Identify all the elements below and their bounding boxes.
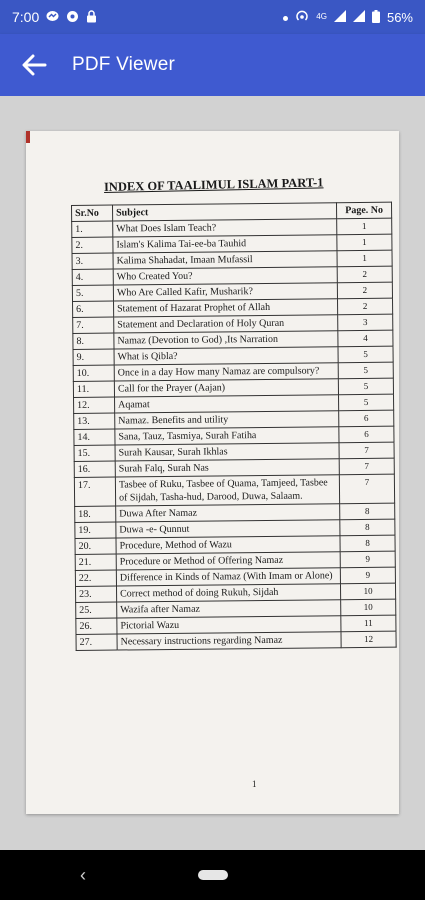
row-page-no: 4	[338, 330, 393, 347]
row-page-no: 8	[340, 519, 395, 536]
row-sr-no: 6.	[73, 301, 114, 317]
row-subject: Correct method of doing Rukuh, Sijdah	[116, 584, 340, 602]
row-subject: Who Are Called Kafir, Musharik?	[113, 283, 337, 301]
row-page-no: 7	[339, 474, 394, 504]
row-page-no: 10	[341, 599, 396, 616]
row-page-no: 2	[337, 298, 392, 315]
row-sr-no: 26.	[76, 618, 117, 634]
row-subject: Tasbee of Ruku, Tasbee of Quama, Tamjeed, Tasbee of Sijdah, Tasha-hud, Darood, Duwa, Salaam.	[115, 475, 339, 506]
network-4g-icon: 4G	[316, 12, 327, 21]
nav-back-icon[interactable]: ‹	[80, 865, 86, 885]
status-time: 7:00	[12, 9, 40, 25]
row-subject: Statement of Hazarat Prophet of Allah	[114, 299, 338, 317]
row-sr-no: 3.	[72, 253, 113, 269]
row-subject: Procedure or Method of Offering Namaz	[116, 552, 340, 570]
row-page-no: 7	[339, 458, 394, 475]
row-subject: Pictorial Wazu	[117, 616, 341, 634]
dot-icon	[283, 11, 288, 23]
row-sr-no: 8.	[73, 333, 114, 349]
document-title: INDEX OF TAALIMUL ISLAM PART-1	[103, 175, 324, 194]
row-page-no: 6	[339, 426, 394, 443]
row-subject: Once in a day How many Namaz are compulsory?	[114, 363, 338, 381]
row-subject: What Does Islam Teach?	[113, 219, 337, 237]
row-sr-no: 25.	[76, 602, 117, 618]
row-sr-no: 9.	[73, 349, 114, 365]
row-subject: What is Qibla?	[114, 347, 338, 365]
hotspot-icon	[295, 10, 309, 24]
row-sr-no: 12.	[74, 397, 115, 413]
row-page-no: 9	[340, 567, 395, 584]
index-table	[71, 202, 397, 651]
row-page-no: 9	[340, 551, 395, 568]
row-subject: Necessary instructions regarding Namaz	[117, 632, 341, 650]
row-page-no: 3	[338, 314, 393, 331]
row-page-no: 1	[337, 234, 392, 251]
battery-percent: 56%	[386, 9, 413, 25]
row-subject: Statement and Declaration of Holy Quran	[114, 315, 338, 333]
row-subject: Sana, Tauz, Tasmiya, Surah Fatiha	[115, 427, 339, 445]
row-sr-no: 1.	[72, 221, 113, 237]
navigation-bar	[0, 850, 425, 900]
header-subject: Subject	[113, 203, 337, 221]
back-button[interactable]	[6, 37, 62, 93]
row-page-no: 12	[341, 631, 396, 648]
row-subject: Duwa After Namaz	[116, 504, 340, 522]
row-page-no: 5	[339, 394, 394, 411]
row-page-no: 1	[337, 250, 392, 267]
row-subject: Who Created You?	[113, 267, 337, 285]
row-page-no: 6	[339, 410, 394, 427]
row-subject: Procedure, Method of Wazu	[116, 536, 340, 554]
row-sr-no: 10.	[73, 365, 114, 381]
row-sr-no: 23.	[75, 586, 116, 602]
header-page-no: Page. No	[336, 202, 391, 219]
row-sr-no: 14.	[74, 429, 115, 445]
signal-icon	[334, 10, 346, 24]
status-right	[283, 10, 413, 25]
row-sr-no: 2.	[72, 237, 113, 253]
lock-icon	[86, 10, 97, 25]
row-sr-no: 17.	[74, 477, 115, 506]
row-page-no: 8	[340, 535, 395, 552]
row-sr-no: 22.	[75, 570, 116, 586]
signal-icon	[353, 10, 365, 24]
home-pill-button[interactable]	[198, 870, 228, 880]
row-sr-no: 27.	[76, 634, 117, 650]
row-subject: Islam's Kalima Tai-ee-ba Tauhid	[113, 235, 337, 253]
row-subject: Namaz. Benefits and utility	[115, 411, 339, 429]
row-page-no: 11	[341, 615, 396, 632]
row-page-no: 2	[337, 266, 392, 283]
row-page-no: 5	[338, 362, 393, 379]
row-page-no: 10	[340, 583, 395, 600]
table-row	[76, 631, 396, 650]
row-sr-no: 21.	[75, 554, 116, 570]
row-subject: Wazifa after Namaz	[117, 600, 341, 618]
app-title: PDF Viewer	[72, 54, 176, 75]
row-sr-no: 18.	[75, 506, 116, 522]
pdf-viewer[interactable]	[0, 96, 425, 850]
row-subject: Namaz (Devotion to God) ,Its Narration	[114, 331, 338, 349]
row-subject: Surah Kausar, Surah Ikhlas	[115, 443, 339, 461]
messenger-icon	[46, 10, 59, 25]
row-subject: Surah Falq, Surah Nas	[115, 459, 339, 477]
row-page-no: 5	[338, 346, 393, 363]
row-page-no: 1	[337, 218, 392, 235]
row-sr-no: 15.	[74, 445, 115, 461]
row-page-no: 8	[340, 503, 395, 520]
row-subject: Kalima Shahadat, Imaan Mufassil	[113, 251, 337, 269]
app-bar	[0, 34, 425, 96]
pdf-page[interactable]	[26, 131, 399, 814]
status-left	[12, 9, 97, 25]
row-sr-no: 4.	[72, 269, 113, 285]
row-page-no: 5	[338, 378, 393, 395]
row-sr-no: 19.	[75, 522, 116, 538]
arrow-back-icon	[21, 54, 47, 76]
row-sr-no: 13.	[74, 413, 115, 429]
row-sr-no: 16.	[74, 461, 115, 477]
table-row	[74, 474, 394, 506]
row-sr-no: 7.	[73, 317, 114, 333]
row-sr-no: 20.	[75, 538, 116, 554]
row-subject: Difference in Kinds of Namaz (With Imam or Alone)	[116, 568, 340, 586]
header-sr-no: Sr.No	[72, 205, 113, 221]
row-subject: Call for the Prayer (Aajan)	[114, 379, 338, 397]
row-subject: Aqamat	[115, 395, 339, 413]
row-sr-no: 5.	[72, 285, 113, 301]
battery-icon	[372, 10, 380, 25]
row-page-no: 7	[339, 442, 394, 459]
settings-icon	[66, 10, 79, 25]
row-page-no: 2	[337, 282, 392, 299]
page-number: 1	[252, 779, 257, 789]
page-mark	[26, 131, 30, 143]
status-bar	[0, 0, 425, 34]
row-subject: Duwa -e- Qunnut	[116, 520, 340, 538]
row-sr-no: 11.	[73, 381, 114, 397]
